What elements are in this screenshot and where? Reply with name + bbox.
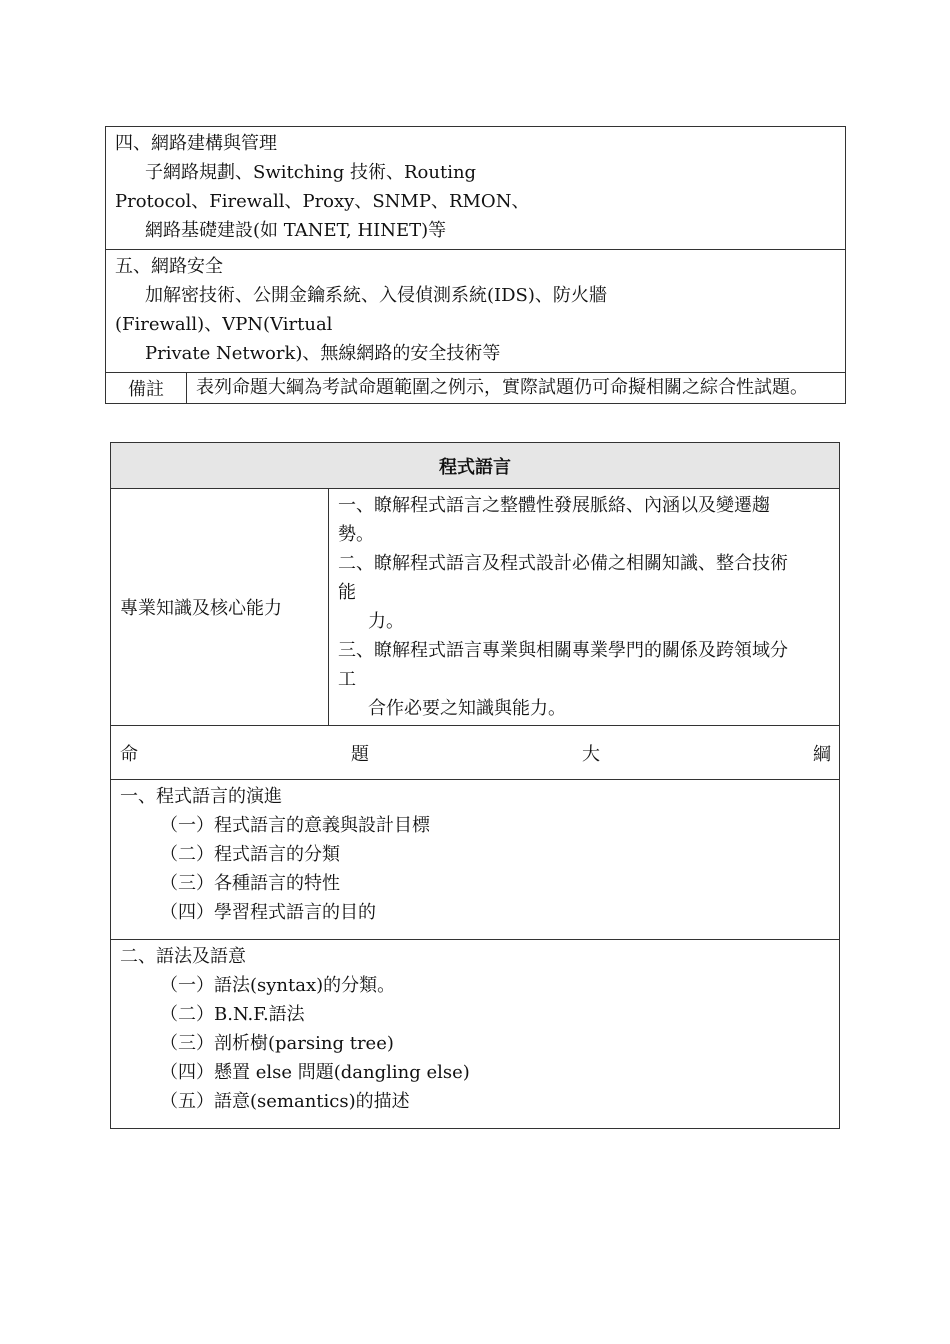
outline-heading [111, 740, 839, 766]
core-line-2: 勢。 [338, 524, 374, 545]
outline-item: （一）程式語言的意義與設計目標 [160, 815, 430, 836]
section4-line2: Protocol、Firewall、Proxy、SNMP、RMON、 [115, 191, 530, 212]
section5-cell [106, 250, 846, 373]
core-line-3: 二、瞭解程式語言及程式設計必備之相關知識、整合技術 [338, 553, 788, 574]
section4-line1: 子網路規劃、Switching 技術、Routing [145, 162, 477, 183]
outline-section2-cell [111, 940, 840, 1129]
outline-char-3: 大 [582, 743, 600, 765]
network-outline-table [105, 126, 846, 404]
core-line-7: 工 [338, 669, 356, 690]
outline-item: （二）程式語言的分類 [160, 844, 340, 865]
section5-line1: 加解密技術、公開金鑰系統、入侵偵測系統(IDS)、防火牆 [145, 285, 607, 306]
outline-item: （三）各種語言的特性 [160, 873, 340, 894]
section5-title: 五、網路安全 [115, 256, 223, 277]
remark-label: 備註 [106, 373, 187, 404]
outline-char-4: 綱 [813, 743, 831, 765]
outline-item: （一）語法(syntax)的分類。 [160, 975, 396, 996]
outline-heading-cell [111, 726, 840, 780]
core-line-6: 三、瞭解程式語言專業與相關專業學門的關係及跨領域分 [338, 640, 788, 661]
core-line-5: 力。 [368, 611, 404, 632]
outline-item: （五）語意(semantics)的描述 [160, 1091, 410, 1112]
core-competence-cell [329, 489, 840, 726]
outline-item: （四）懸置 else 問題(dangling else) [160, 1062, 470, 1083]
section4-line3: 網路基礎建設(如 TANET, HINET)等 [145, 220, 447, 241]
outline-item: （四）學習程式語言的目的 [160, 902, 376, 923]
core-competence-label: 專業知識及核心能力 [111, 489, 329, 726]
outline-section1-title: 一、程式語言的演進 [120, 786, 282, 807]
section4-cell [106, 127, 846, 250]
outline-char-2: 題 [351, 743, 369, 765]
outline-char-1: 命 [120, 743, 138, 765]
outline-item: （二）B.N.F.語法 [160, 1004, 305, 1025]
outline-item: （三）剖析樹(parsing tree) [160, 1033, 394, 1054]
remark-text: 表列命題大綱為考試命題範圍之例示，實際試題仍可命擬相關之綜合性試題。 [187, 373, 846, 404]
core-line-8: 合作必要之知識與能力。 [368, 698, 566, 719]
section5-line2: (Firewall)、VPN(Virtual [115, 314, 333, 335]
outline-section1-cell [111, 780, 840, 940]
core-line-4: 能 [338, 582, 356, 603]
programming-language-table [110, 442, 840, 1129]
core-line-1: 一、瞭解程式語言之整體性發展脈絡、內涵以及變遷趨 [338, 495, 770, 516]
table-header: 程式語言 [111, 443, 840, 489]
section5-line3: Private Network)、無線網路的安全技術等 [145, 343, 501, 364]
section4-title: 四、網路建構與管理 [115, 133, 277, 154]
outline-section2-title: 二、語法及語意 [120, 946, 246, 967]
